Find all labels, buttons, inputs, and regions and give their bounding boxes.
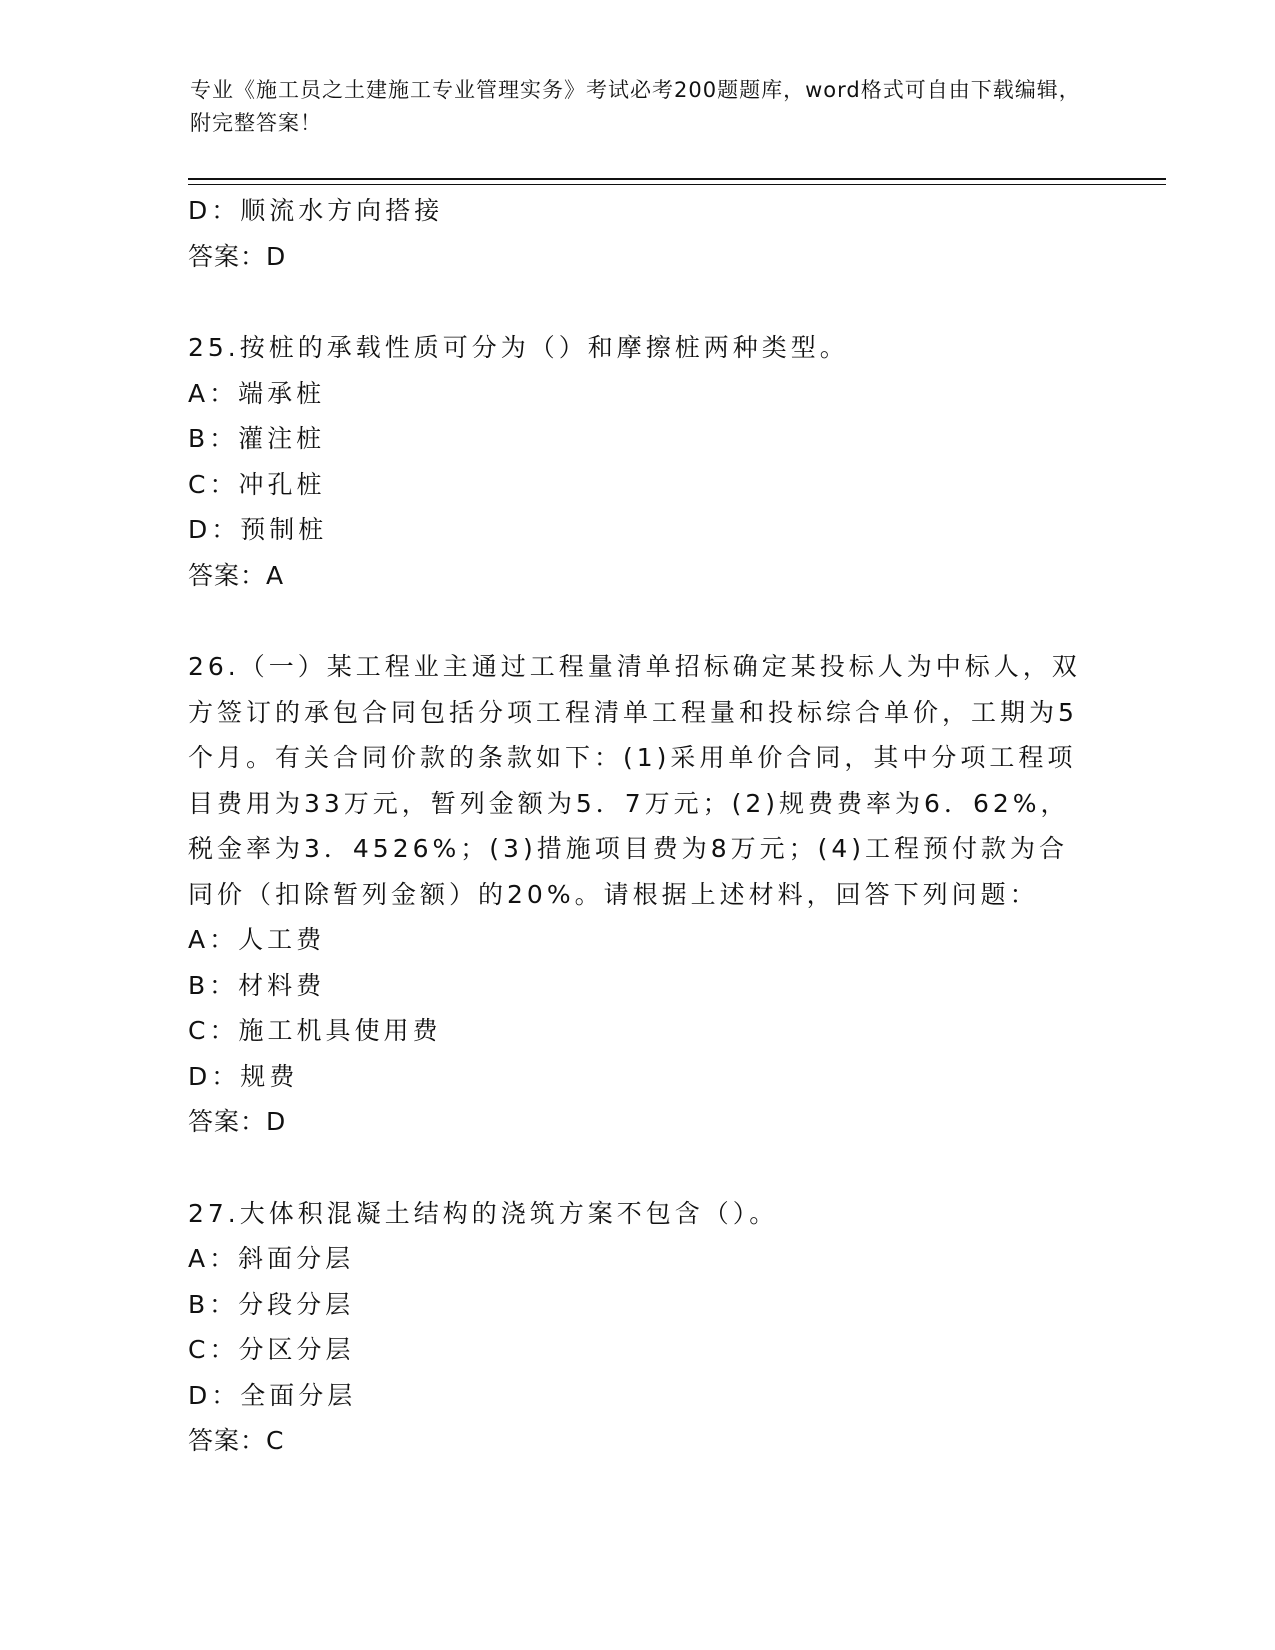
option-a: A：人工费	[188, 925, 326, 954]
header-divider-thick	[188, 178, 1166, 180]
document-header: 专业《施工员之土建施工专业管理实务》考试必考200题题库，word格式可自由下载编辑，附完整答案！	[190, 78, 1081, 135]
question-content	[188, 188, 1088, 1464]
answer-line: 答案：D	[188, 1107, 287, 1136]
question-27	[188, 1191, 1088, 1464]
header-divider-thin	[188, 184, 1166, 185]
option-c: C：分区分层	[188, 1335, 355, 1364]
option-b: B：分段分层	[188, 1289, 355, 1319]
question-stem: 25.按桩的承载性质可分为（）和摩擦桩两种类型。	[188, 333, 849, 362]
answer-line: 答案：D	[188, 241, 287, 271]
question-26	[188, 644, 1088, 1145]
option-d: D：预制桩	[188, 515, 328, 544]
answer-line: 答案：A	[188, 560, 285, 590]
option-c: C：冲孔桩	[188, 469, 326, 499]
question-25	[188, 325, 1088, 598]
option-c: C：施工机具使用费	[188, 1016, 442, 1045]
answer-line: 答案：C	[188, 1426, 285, 1455]
option-d-line: D：顺流水方向搭接	[188, 196, 444, 225]
option-d: D：规费	[188, 1061, 299, 1091]
option-a: A：斜面分层	[188, 1244, 355, 1273]
question-stem: 27.大体积混凝土结构的浇筑方案不包含（）。	[188, 1198, 779, 1228]
option-a: A：端承桩	[188, 378, 326, 408]
option-d: D：全面分层	[188, 1380, 357, 1410]
option-b: B：材料费	[188, 970, 326, 1000]
option-b: B：灌注桩	[188, 424, 326, 453]
question-stem: 26.（一）某工程业主通过工程量清单招标确定某投标人为中标人，双方签订的承包合同包括分项工程清单工程量和投标综合单价，工期为5个月。有关合同价款的条款如下：(1)采用单价合同，其中分项工程项目费用为33万元，暂列金额为5．7万元；(2)规费费率为6．62%，税金率为3．4526%；(3)措施项目费为8万元；(4)工程预付款为合同价（扣除暂列金额）的20%。请根据上述材料，回答下列问题：	[188, 652, 1081, 909]
